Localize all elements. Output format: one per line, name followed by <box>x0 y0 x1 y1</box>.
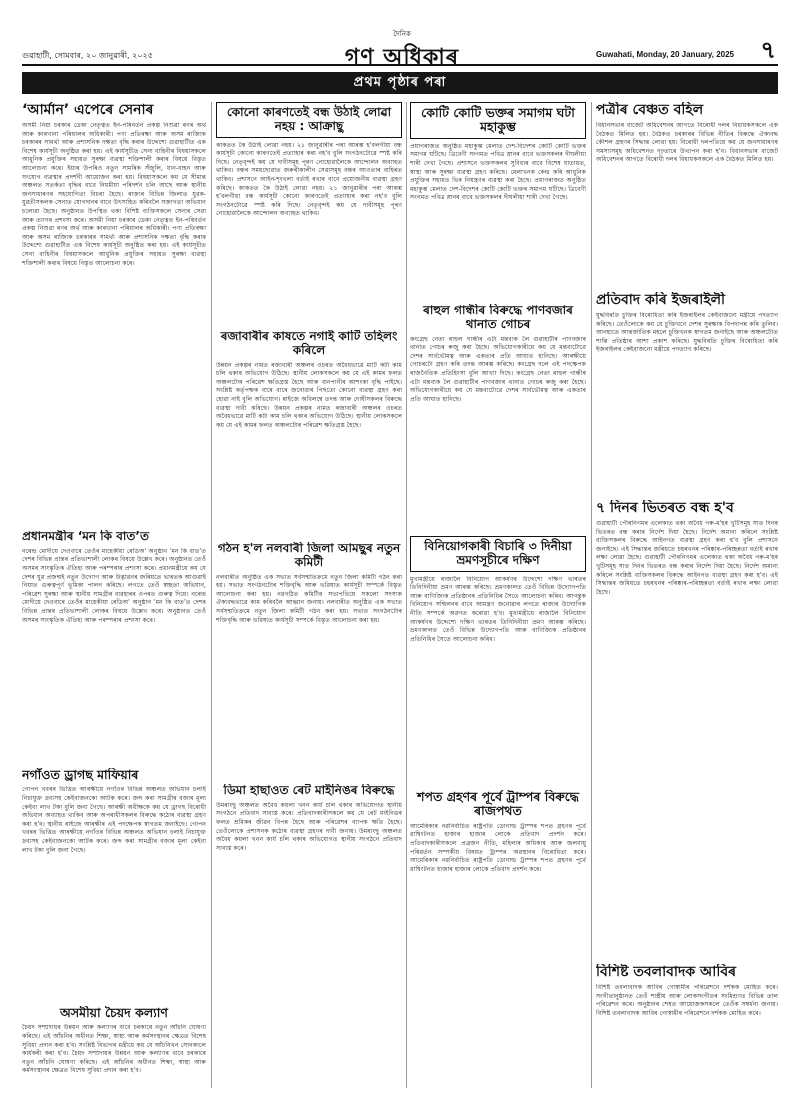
newspaper-logo <box>314 28 490 70</box>
article-pradhan <box>22 530 206 762</box>
article-body: বিধানসভাৰ বাজেট অধিবেশনৰ আগতে বিৰোধী দলৰ বিধায়কসকলে এক বৈঠকত মিলিত হয়। বৈঠকত চৰকাৰৰ বিভিন্ন নীতিৰ বিৰুদ্ধে ঐক্যবদ্ধ কৌশল গ্ৰহণৰ সিদ্ধান্ত লোৱা হয়। বিৰোধী দলপতিয়ে কয় যে জনসাধাৰণৰ সমস্যাসমূহ অধিবেশনত দৃঢ়তাৰে উত্থাপন কৰা হ'ব। বিধানসভাৰ বাজেট অধিবেশনৰ আগতে বিৰোধী দলৰ বিধায়কসকলে এক বৈঠকত মিলিত হয়। <box>596 122 778 164</box>
article-kono <box>216 102 402 324</box>
headline: প্ৰধানমন্ত্ৰীৰ ‘মন কি বাত’ত <box>22 530 149 543</box>
article-dima <box>216 784 402 1088</box>
article-shapath <box>410 790 586 1088</box>
headline: ৰাহুল গান্ধীৰ বিৰুদ্ধে পাণবজাৰ থানাত গোচৰ <box>423 304 573 331</box>
headline: পত্ৰীৰ বেঞ্চত বহিল <box>596 102 704 118</box>
column-divider <box>211 102 212 1088</box>
headline: ‘আৰ্মান’ এপেৰে সেনাৰ <box>22 102 154 118</box>
headline: প্ৰতিবাদ কৰি ইজৰাইলী <box>596 292 726 308</box>
article-armaan <box>22 102 206 524</box>
masthead <box>22 28 778 70</box>
article-asomiya <box>22 1006 206 1088</box>
article-body: নলবাৰীত অনুষ্ঠিত এক সভাত সৰ্বসন্মতিক্ৰমে নতুন জিলা কমিটী গঠন কৰা হয়। সভাত সংগঠনটোৰ শক্তিবৃদ্ধি আৰু ভৱিষ্যত কাৰ্যসূচী সম্পৰ্কে বিস্তৃত আলোচনা কৰা হয়। নৱগঠিত কমিটীৰ সভাপতিয়ে সকলো সদস্যক ঐক্যবদ্ধভাৱে কাম কৰিবলৈ আহ্বান জনায়। নলবাৰীত অনুষ্ঠিত এক সভাত সৰ্বসন্মতিক্ৰমে নতুন জিলা কমিটী গঠন কৰা হয়। সভাত সংগঠনটোৰ শক্তিবৃদ্ধি আৰু ভৱিষ্যত কাৰ্যসূচী সম্পৰ্কে বিস্তৃত আলোচনা কৰা হয়। <box>216 573 402 624</box>
headline: বিশিষ্ট তবলাবাদক আবিৰ <box>596 964 737 980</box>
headline: ৰজাবাৰীৰ কাষতে নগাই কাটি তহিলং কৰিলে <box>220 330 398 357</box>
article-body: বিশিষ্ট তবলাবাদক আবিৰ গোস্বামীৰ পৰিৱেশনে দৰ্শকক মোহিত কৰে। সংগীতানুষ্ঠানত তেওঁ শাস্ত্ৰীয় আৰু লোকসংগীতৰ সংমিশ্ৰণত বিভিন্ন তাল পৰিৱেশন কৰে। অনুষ্ঠানৰ শেষত আয়োজকসকলে তেওঁক সম্বৰ্ধনা জনায়। বিশিষ্ট তবলাবাদক আবিৰ গোস্বামীৰ পৰিৱেশনে দৰ্শকক মোহিত কৰে। <box>596 984 778 1017</box>
article-rahul <box>410 304 586 530</box>
column-divider <box>406 102 407 1088</box>
article-body: যুদ্ধবিৰতি চুক্তিৰ বিৰোধিতা কৰি ইজৰাইলৰ কেইবাজনো মন্ত্ৰীয়ে পদত্যাগ কৰিছে। তেওঁলোকে কয় যে চুক্তিখনে দেশৰ সুৰক্ষাক বিপদাপন্ন কৰি তুলিব। আনহাতে আন্তৰ্জাতিক মহলে চুক্তিখনক স্বাগতম জনাইছে আৰু অঞ্চলটোত শান্তি প্ৰতিষ্ঠাৰ আশা প্ৰকাশ কৰিছে। যুদ্ধবিৰতি চুক্তিৰ বিৰোধিতা কৰি ইজৰাইলৰ কেইবাজনো মন্ত্ৰীয়ে পদত্যাগ কৰিছে। <box>596 312 778 354</box>
article-nagaon <box>22 768 206 1000</box>
page-number: ৭ <box>760 36 776 64</box>
article-body: আমেৰিকাৰ নৱনিৰ্বাচিত ৰাষ্ট্ৰপতি ডোনাল্ড ট্ৰাম্পৰ শপত গ্ৰহণৰ পূৰ্বে ৱাশ্বিংটনত হাজাৰ হাজাৰ লোকে প্ৰতিবাদ প্ৰদৰ্শন কৰে। প্ৰতিবাদকাৰীসকলে প্ৰব্ৰজন নীতি, মহিলাৰ অধিকাৰ আৰু জলবায়ু পৰিৱৰ্তন সম্পৰ্কীয় বিষয়ত ট্ৰাম্পৰ অৱস্থানৰ বিৰোধিতা কৰে। আমেৰিকাৰ নৱনিৰ্বাচিত ৰাষ্ট্ৰপতি ডোনাল্ড ট্ৰাম্পৰ শপত গ্ৰহণৰ পূৰ্বে ৱাশ্বিংটনত হাজাৰ হাজাৰ লোকে প্ৰতিবাদ প্ৰদৰ্শন কৰে। <box>410 822 586 873</box>
headline: নগাঁওত ড্ৰাগছ মাফিয়াৰ <box>22 768 139 782</box>
logo-main-text: গণ অধিকাৰ <box>344 45 460 70</box>
article-gathan <box>216 542 402 778</box>
article-body: অসমী নিয়া চৰকাৰ ডেকা নেতৃত্বত ইন-পৰিবৰ্তন প্ৰকল্প নিশুৱা ৰণৰ অৰ্থ আৰু কাৰখানা পৰিয়ালৰ অধিকাৰী। পণ্য প্ৰতিৰক্ষা আৰু অসম ৰাজ্যিক চৰকাৰৰ সামৰ্থ্য আৰু প্ৰশাসনিক দক্ষতা বৃদ্ধি কৰাৰ উদ্দেশ্যে গুৱাহাটীত এক বিশেষ কাৰ্যসূচী অনুষ্ঠিত কৰা হয়। এই কাৰ্যসূচীত সেনা বাহিনীৰ বিষয়াসকলে আধুনিক প্ৰযুক্তিৰ সহায়ত সুৰক্ষা ব্যৱস্থা শক্তিশালী কৰাৰ বিষয়ে বিস্তৃত আলোচনা কৰে। ইয়াৰ উপৰিও নতুন সামৰিক সঁজুলি, যান-বাহন আৰু সংযোগ ব্যৱস্থাৰ প্ৰদৰ্শনী আয়োজন কৰা হয়। বিষয়াসকলে কয় যে সীমান্ত অঞ্চলত সতৰ্কতা বৃদ্ধিৰ বাবে নিয়মীয়া পৰিদৰ্শন চলি আছে আৰু স্থানীয় জনসাধাৰণৰ সহযোগিতা বিচৰা হৈছে। ৰাজ্যৰ বিভিন্ন জিলাত যুৱক-যুৱতীসকলক সেনাত যোগদানৰ বাবে উৎসাহিত কৰিবলৈ সজাগতা অভিযান চলোৱা হৈছে। অনুষ্ঠানত উপস্থিত থকা বিশিষ্ট ব্যক্তিসকলে সেনাৰ সেৱা আৰু ত্যাগৰ প্ৰশংসা কৰে। অসমী নিয়া চৰকাৰ ডেকা নেতৃত্বত ইন-পৰিবৰ্তন প্ৰকল্প নিশুৱা ৰণৰ অৰ্থ আৰু কাৰখানা পৰিয়ালৰ অধিকাৰী। পণ্য প্ৰতিৰক্ষা আৰু অসম ৰাজ্যিক চৰকাৰৰ সামৰ্থ্য আৰু প্ৰশাসনিক দক্ষতা বৃদ্ধি কৰাৰ উদ্দেশ্যে গুৱাহাটীত এক বিশেষ কাৰ্যসূচী অনুষ্ঠিত কৰা হয়। এই কাৰ্যসূচীত সেনা বাহিনীৰ বিষয়াসকলে আধুনিক প্ৰযুক্তিৰ সহায়ত সুৰক্ষা ব্যৱস্থা শক্তিশালী কৰাৰ বিষয়ে বিস্তৃত আলোচনা কৰে। <box>22 122 206 267</box>
headline: বিনিয়োগকাৰী বিচাৰি ৩ দিনীয়া ভ্ৰমণসূচীৰে দক্ষিণ <box>410 536 586 572</box>
article-bishishta <box>596 964 778 1088</box>
headline: ৭ দিনৰ ভিতৰত বন্ধ হ'ব <box>596 500 734 516</box>
date-right: Guwahati, Monday, 20 January, 2025 <box>596 50 734 59</box>
article-biniyog <box>410 536 586 784</box>
newspaper-page <box>22 28 778 1088</box>
section-banner: প্ৰথম পৃষ্ঠাৰ পৰা <box>22 72 778 94</box>
article-body: প্ৰয়াগৰাজত অনুষ্ঠিত মহাকুম্ভ মেলাত দেশ-বিদেশৰ কোটি কোটি ভক্তৰ সমাগম ঘটিছে। ত্ৰিবেণী সংগমত পবিত্ৰ স্নানৰ বাবে ভক্তসকলৰ দীঘলীয়া শাৰী দেখা গৈছে। প্ৰশাসনে ভক্তসকলৰ সুবিধাৰ বাবে বিশেষ যাতায়ত, স্বাস্থ্য আৰু সুৰক্ষা ব্যৱস্থা গ্ৰহণ কৰিছে। মেলাখনক কেন্দ্ৰ কৰি আধুনিক প্ৰযুক্তিৰ সহায়ত ভিৰ নিয়ন্ত্ৰণৰ ব্যৱস্থা কৰা হৈছে। প্ৰয়াগৰাজত অনুষ্ঠিত মহাকুম্ভ মেলাত দেশ-বিদেশৰ কোটি কোটি ভক্তৰ সমাগম ঘটিছে। ত্ৰিবেণী সংগমত পবিত্ৰ স্নানৰ বাবে ভক্তসকলৰ দীঘলীয়া শাৰী দেখা গৈছে। <box>410 142 586 202</box>
article-body: উন্নয়ন প্ৰকল্পৰ নামত ৰজাবাৰী অঞ্চলৰ ওচৰত অবৈধভাৱে মাটি কটা কাম চলি থকাৰ অভিযোগ উঠিছে। স্থানীয় লোকসকলে কয় যে এই কামৰ ফলত অঞ্চলটোৰ পৰিৱেশ ক্ষতিগ্ৰস্ত হৈছে আৰু বানপানীৰ আশংকা বৃদ্ধি পাইছে। সংশ্লিষ্ট কৰ্তৃপক্ষক বাৰে বাৰে জনোৱাৰ পিছতো কোনো ব্যৱস্থা গ্ৰহণ কৰা হোৱা নাই বুলি অভিযোগ। ৰাইজে অবিলম্বে তদন্ত আৰু দোষীসকলৰ বিৰুদ্ধে ব্যৱস্থা দাবী কৰিছে। উন্নয়ন প্ৰকল্পৰ নামত ৰজাবাৰী অঞ্চলৰ ওচৰত অবৈধভাৱে মাটি কটা কাম চলি থকাৰ অভিযোগ উঠিছে। স্থানীয় লোকসকলে কয় যে এই কামৰ ফলত অঞ্চলটোৰ পৰিৱেশ ক্ষতিগ্ৰস্ত হৈছে। <box>216 361 402 429</box>
article-body: কাকতত কৈ উঠাই লোৱা নহয়। ২১ জানুৱাৰীৰ পৰা আৰম্ভ হ'বলগীয়া বন্ধ কাৰ্যসূচী কোনো কাৰণতেই প্ৰত্যাহাৰ কৰা নহ'ব বুলি সংগঠনটোৱে স্পষ্ট কৰি দিছে। নেতৃবৃন্দই কয় যে দাবীসমূহ পূৰণ নোহোৱালৈকে আন্দোলন অব্যাহত থাকিব। বন্ধৰ সময়ছোৱাত জৰুৰীকালীন সেৱাসমূহ বন্ধৰ আওতাৰ বাহিৰত থাকিব। প্ৰশাসনে আইন-শৃংখলা বৰ্তাই ৰখাৰ বাবে প্ৰয়োজনীয় ব্যৱস্থা গ্ৰহণ কৰিছে। কাকতত কৈ উঠাই লোৱা নহয়। ২১ জানুৱাৰীৰ পৰা আৰম্ভ হ'বলগীয়া বন্ধ কাৰ্যসূচী কোনো কাৰণতেই প্ৰত্যাহাৰ কৰা নহ'ব বুলি সংগঠনটোৱে স্পষ্ট কৰি দিছে। নেতৃবৃন্দই কয় যে দাবীসমূহ পূৰণ নোহোৱালৈকে আন্দোলন অব্যাহত থাকিব। <box>216 141 402 218</box>
article-saat <box>596 500 778 958</box>
headline: গঠন হ'ল নলবাৰী জিলা আমছুৰ নতুন কমিটী <box>217 542 401 569</box>
article-body: গুৱাহাটী পৌৰনিগমৰ এলেকাত থকা অবৈধ গৰু-ম'হৰ খুটিসমূহ সাত দিনৰ ভিতৰত বন্ধ কৰাৰ নিৰ্দেশ দিয়া হৈছে। নিৰ্দেশ অমান্য কৰিলে সংশ্লিষ্ট ব্যক্তিসকলৰ বিৰুদ্ধে আইনগত ব্যৱস্থা গ্ৰহণ কৰা হ'ব বুলি প্ৰশাসনে জনাইছে। এই সিদ্ধান্তৰ জৰিয়তে চহৰখনৰ পৰিষ্কাৰ-পৰিচ্ছন্নতা বৰ্তাই ৰখাৰ লক্ষ্য লোৱা হৈছে। গুৱাহাটী পৌৰনিগমৰ এলেকাত থকা অবৈধ গৰু-ম'হৰ খুটিসমূহ সাত দিনৰ ভিতৰত বন্ধ কৰাৰ নিৰ্দেশ দিয়া হৈছে। নিৰ্দেশ অমান্য কৰিলে সংশ্লিষ্ট ব্যক্তিসকলৰ বিৰুদ্ধে আইনগত ব্যৱস্থা গ্ৰহণ কৰা হ'ব। এই সিদ্ধান্তৰ জৰিয়তে চহৰখনৰ পৰিষ্কাৰ-পৰিচ্ছন্নতা বৰ্তাই ৰখাৰ লক্ষ্য লোৱা হৈছে। <box>596 520 778 596</box>
headline: কোনো কাৰণতেই বন্ধ উঠাই লোৱা নহয় : আক্ৰাছু <box>216 102 402 138</box>
logo-small-text: দৈনিক <box>393 30 411 38</box>
column-divider <box>591 102 592 1088</box>
article-koti <box>410 102 586 298</box>
headline: কোটি কোটি ভক্তৰ সমাগম ঘটা মহাকুম্ভ <box>410 102 586 139</box>
article-patrir <box>596 102 778 286</box>
article-body: কংগ্ৰেছ নেতা ৰাহুল গান্ধীৰ এটা মন্তব্যক লৈ গুৱাহাটীৰ পাণবজাৰ থানাত গোচৰ ৰুজু কৰা হৈছে। অভিযোগকাৰীয়ে কয় যে মন্তব্যটোৱে দেশৰ সাৰ্বভৌমত্ব আৰু একতাৰ প্ৰতি আঘাত হানিছে। আৰক্ষীয়ে গোচৰটো গ্ৰহণ কৰি তদন্ত আৰম্ভ কৰিছে। কংগ্ৰেছ দলে এই পদক্ষেপক ৰাজনৈতিক প্ৰতিহিংসা বুলি আখ্যা দিছে। কংগ্ৰেছ নেতা ৰাহুল গান্ধীৰ এটা মন্তব্যক লৈ গুৱাহাটীৰ পাণবজাৰ থানাত গোচৰ ৰুজু কৰা হৈছে। অভিযোগকাৰীয়ে কয় যে মন্তব্যটোৱে দেশৰ সাৰ্বভৌমত্ব আৰু একতাৰ প্ৰতি আঘাত হানিছে। <box>410 335 586 403</box>
article-body: উমৰাংছু অঞ্চলত অবৈধ কয়লা খনন কাৰ্য চলি থকাৰ অভিযোগত স্থানীয় সংগঠনে প্ৰতিবাদ সাব্যস্ত কৰে। প্ৰতিবাদকাৰীসকলে কয় যে ৰেট মাইনিঙৰ ফলত শ্ৰমিকৰ জীৱন বিপন্ন হৈছে আৰু পৰিৱেশৰ ব্যাপক ক্ষতি হৈছে। তেওঁলোকে প্ৰশাসনক কঠোৰ ব্যৱস্থা গ্ৰহণৰ দাবী জনায়। উমৰাংছু অঞ্চলত অবৈধ কয়লা খনন কাৰ্য চলি থকাৰ অভিযোগত স্থানীয় সংগঠনে প্ৰতিবাদ সাব্যস্ত কৰে। <box>216 801 402 852</box>
article-rajbari <box>216 330 402 536</box>
date-left: গুৱাহাটী, সোমবাৰ, ২০ জানুৱাৰী, ২০২৫ <box>22 51 153 60</box>
article-body: গোপন খবৰৰ ভিত্তিত আৰক্ষীয়ে নগাঁওৰ বিভিন্ন অঞ্চলত অভিযান চলাই নিচাযুক্ত দ্ৰব্যসহ কেইবাজনকো আটক কৰে। জব্দ কৰা সামগ্ৰীৰ বজাৰ মূল্য কেইবা লাখ টকা বুলি জনা গৈছে। আৰক্ষী অধীক্ষকে কয় যে ড্ৰাগছ বিৰোধী অভিযান অব্যাহত থাকিব আৰু অপৰাধীসকলৰ বিৰুদ্ধে কঠোৰ ব্যৱস্থা গ্ৰহণ কৰা হ'ব। স্থানীয় ৰাইজে আৰক্ষীৰ এই পদক্ষেপক স্বাগতম জনাইছে। গোপন খবৰৰ ভিত্তিত আৰক্ষীয়ে নগাঁওৰ বিভিন্ন অঞ্চলত অভিযান চলাই নিচাযুক্ত দ্ৰব্যসহ কেইবাজনকো আটক কৰে। জব্দ কৰা সামগ্ৰীৰ বজাৰ মূল্য কেইবা লাখ টকা বুলি জনা গৈছে। <box>22 786 206 854</box>
article-body: নৰেন্দ্ৰ মোদীয়ে দেওবাৰে তেওঁৰ মাহেকীয়া ৰেডিঅ' অনুষ্ঠান ‘মন কি বাত’ত দেশৰ বিভিন্ন প্ৰান্তৰ প্ৰতিভাশালী লোকৰ বিষয়ে উল্লেখ কৰে। অনুষ্ঠানত তেওঁ অসমৰ সাংস্কৃতিক ঐতিহ্য আৰু পৰম্পৰাৰ প্ৰশংসা কৰে। প্ৰধানমন্ত্ৰীয়ে কয় যে দেশৰ যুৱ প্ৰজন্মই নতুন উদ্যোগ আৰু উদ্ভাৱনৰ জৰিয়তে ভাৰতক আগুৱাই নিয়াত গুৰুত্বপূৰ্ণ ভূমিকা পালন কৰিছে। লগতে তেওঁ স্বচ্ছতা অভিযান, পৰিৱেশ সুৰক্ষা আৰু স্থানীয় সামগ্ৰীৰ ব্যৱহাৰৰ ওপৰত গুৰুত্ব দিয়ে। নৰেন্দ্ৰ মোদীয়ে দেওবাৰে তেওঁৰ মাহেকীয়া ৰেডিঅ' অনুষ্ঠান ‘মন কি বাত’ত দেশৰ বিভিন্ন প্ৰান্তৰ প্ৰতিভাশালী লোকৰ বিষয়ে উল্লেখ কৰে। অনুষ্ঠানত তেওঁ অসমৰ সাংস্কৃতিক ঐতিহ্য আৰু পৰম্পৰাৰ প্ৰশংসা কৰে। <box>22 547 206 624</box>
article-body: চৈয়দ সম্প্ৰদায়ৰ উন্নয়ন আৰু কল্যাণৰ বাবে চৰকাৰে নতুন আঁচনি ঘোষণা কৰিছে। এই আঁচনিৰ অধীনত শিক্ষা, স্বাস্থ্য আৰু কৰ্মসংস্থানৰ ক্ষেত্ৰত বিশেষ সুবিধা প্ৰদান কৰা হ'ব। সংশ্লিষ্ট বিভাগৰ মন্ত্ৰীয়ে কয় যে আঁচনিখন সোনকালে কাৰ্যকৰী কৰা হ'ব। চৈয়দ সম্প্ৰদায়ৰ উন্নয়ন আৰু কল্যাণৰ বাবে চৰকাৰে নতুন আঁচনি ঘোষণা কৰিছে। এই আঁচনিৰ অধীনত শিক্ষা, স্বাস্থ্য আৰু কৰ্মসংস্থানৰ ক্ষেত্ৰত বিশেষ সুবিধা প্ৰদান কৰা হ'ব। <box>22 1024 206 1075</box>
headline: অসমীয়া চৈয়দ কল্যাণ <box>60 1006 168 1020</box>
article-pratibad <box>596 292 778 494</box>
headline: ডিমা হাছাওত ৰেট মাইনিঙৰ বিৰুদ্ধে <box>223 784 395 797</box>
article-body: মুখ্যমন্ত্ৰীয়ে ৰাজ্যলৈ বিনিয়োগ আকৰ্ষণৰ উদ্দেশ্যে দক্ষিণ ভাৰতৰ তিনিদিনীয়া ভ্ৰমণ আৰম্ভ কৰিছে। ভ্ৰমণকালত তেওঁ বিভিন্ন উদ্যোগপতি আৰু বাণিজ্যিক প্ৰতিষ্ঠানৰ প্ৰতিনিধিৰ সৈতে আলোচনা কৰিব। আগন্তুক বিনিয়োগ সন্মিলনৰ বাবে আমন্ত্ৰণ জনোৱাৰ লগতে ৰাজ্যৰ উদ্যোগিক নীতি সম্পৰ্কে অৱগত কৰোৱা হ'ব। মুখ্যমন্ত্ৰীয়ে ৰাজ্যলৈ বিনিয়োগ আকৰ্ষণৰ উদ্দেশ্যে দক্ষিণ ভাৰতৰ তিনিদিনীয়া ভ্ৰমণ আৰম্ভ কৰিছে। ভ্ৰমণকালত তেওঁ বিভিন্ন উদ্যোগপতি আৰু বাণিজ্যিক প্ৰতিষ্ঠানৰ প্ৰতিনিধিৰ সৈতে আলোচনা কৰিব। <box>410 575 586 643</box>
headline: শপত গ্ৰহণৰ পূৰ্বে ট্ৰাম্পৰ বিৰুদ্ধে ৰাজপথত <box>417 790 579 819</box>
